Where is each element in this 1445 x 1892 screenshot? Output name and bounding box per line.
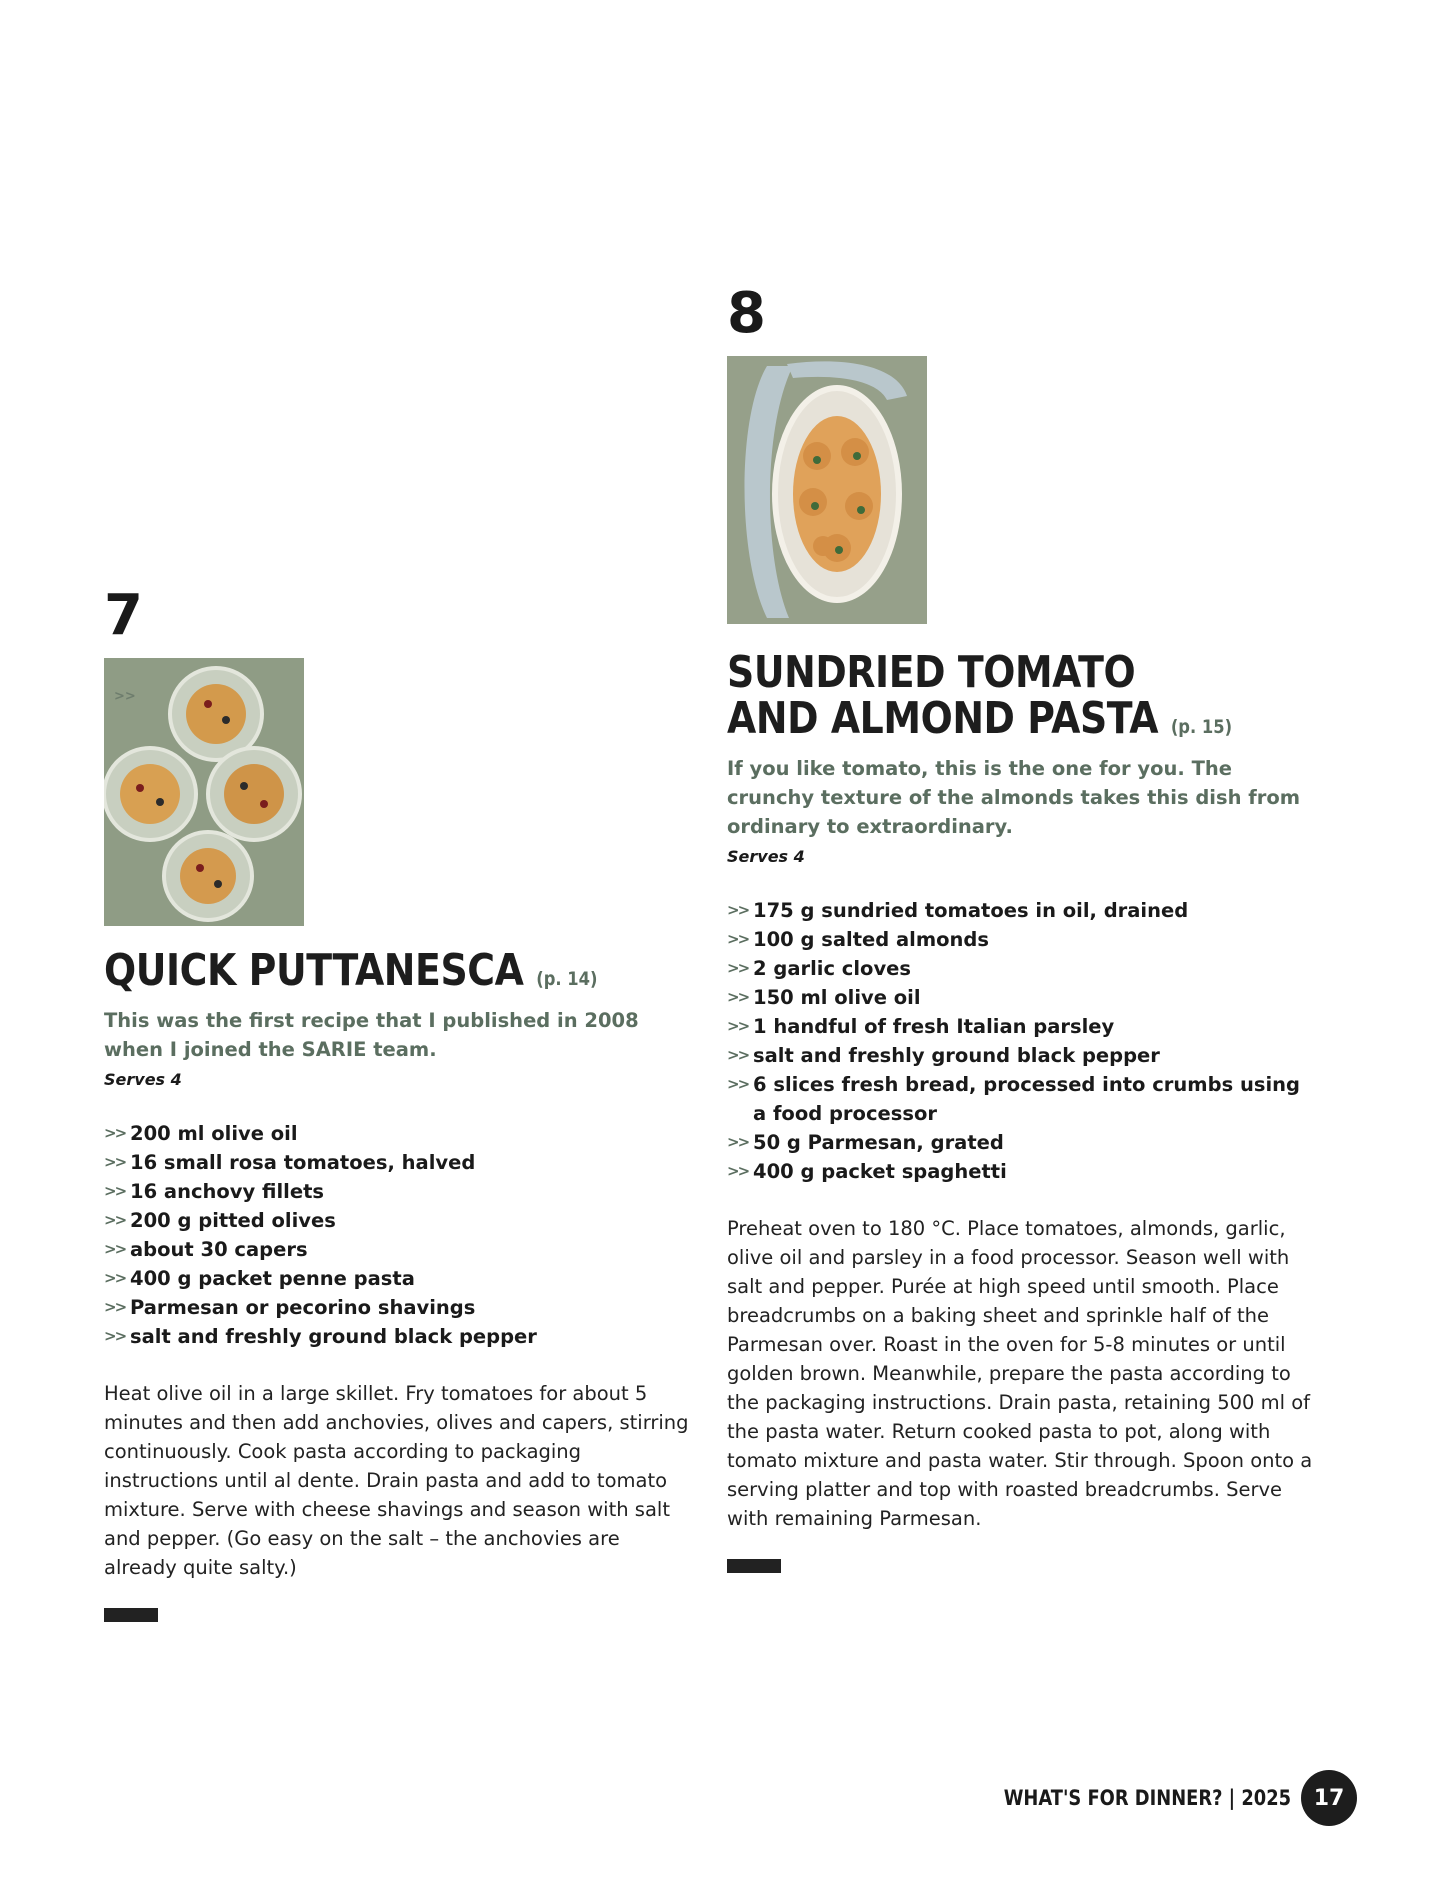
bullet-chevron-icon: >>: [104, 1298, 126, 1316]
page-reference: (p. 14): [536, 968, 598, 990]
recipe-number: 8: [727, 281, 764, 346]
ingredient-item: >> 1 handful of fresh Italian parsley: [727, 1012, 1317, 1041]
ingredient-list: [104, 1119, 704, 1351]
bullet-chevron-icon: >>: [727, 1162, 749, 1180]
recipe-serves: Serves 4: [727, 847, 805, 866]
ingredient-list: [727, 896, 1317, 1186]
ingredient-item: >> salt and freshly ground black pepper: [104, 1322, 704, 1351]
bullet-chevron-icon: >>: [104, 1269, 126, 1287]
bullet-chevron-icon: >>: [727, 930, 749, 948]
ingredient-item: >> 50 g Parmesan, grated: [727, 1128, 1317, 1157]
recipe-method: Heat olive oil in a large skillet. Fry tomatoes for about 5 minutes and then add anchovies, olives and capers, stirring continuously. Cook pasta according to packaging instructions until al dente. Drain pasta and add to tomato mixture. Serve with cheese shavings and season with salt and pepper. (Go easy on the salt – the anchovies are already quite salty.): [104, 1382, 689, 1579]
end-of-recipe-marker: [727, 1559, 781, 1573]
ingredient-item: >> 400 g packet spaghetti: [727, 1157, 1317, 1186]
bullet-chevron-icon: >>: [104, 1327, 126, 1345]
recipe-title-line1: SUNDRIED TOMATO: [727, 647, 1136, 698]
recipe-intro: If you like tomato, this is the one for you. The crunchy texture of the almonds takes this dish from ordinary to extraordinary.: [727, 757, 1301, 838]
bullet-chevron-icon: >>: [727, 988, 749, 1006]
recipe-quick-puttanesca: [104, 583, 704, 1622]
bullet-chevron-icon: >>: [104, 1124, 126, 1142]
ingredient-item: >> Parmesan or pecorino shavings: [104, 1293, 704, 1322]
end-of-recipe-marker: [104, 1608, 158, 1622]
page-number-badge: 17: [1301, 1770, 1357, 1826]
photo-chevron: >>: [114, 689, 136, 704]
ingredient-item: >> 150 ml olive oil: [727, 983, 1317, 1012]
publication-title: WHAT'S FOR DINNER? | 2025: [1003, 1786, 1291, 1810]
ingredient-item: >> 200 ml olive oil: [104, 1119, 704, 1148]
recipe-title: [727, 647, 1243, 750]
bullet-chevron-icon: >>: [727, 901, 749, 919]
recipe-photo-sundried-tomato: [727, 356, 927, 624]
bullet-chevron-icon: >>: [104, 1211, 126, 1229]
pasta-platter-illustration: [727, 356, 927, 624]
bullet-chevron-icon: >>: [104, 1153, 126, 1171]
ingredient-item: >> 100 g salted almonds: [727, 925, 1317, 954]
ingredient-item: >> about 30 capers: [104, 1235, 704, 1264]
recipe-serves: Serves 4: [104, 1070, 182, 1089]
page-footer: [953, 1770, 1357, 1826]
bullet-chevron-icon: >>: [727, 1133, 749, 1151]
recipe-photo-puttanesca: [104, 658, 304, 926]
bullet-chevron-icon: >>: [104, 1182, 126, 1200]
bullet-chevron-icon: >>: [104, 1240, 126, 1258]
page-reference: (p. 15): [1170, 716, 1233, 738]
ingredient-item: >> 6 slices fresh bread, processed into crumbs using a food processor: [727, 1070, 1317, 1128]
ingredient-item: >> 16 small rosa tomatoes, halved: [104, 1148, 704, 1177]
ingredient-item: >> 175 g sundried tomatoes in oil, drained: [727, 896, 1317, 925]
recipe-sundried-tomato-almond-pasta: [727, 281, 1327, 1573]
recipe-intro: This was the first recipe that I published in 2008 when I joined the SARIE team.: [104, 1009, 639, 1061]
ingredient-item: >> 200 g pitted olives: [104, 1206, 704, 1235]
ingredient-item: >> 16 anchovy fillets: [104, 1177, 704, 1206]
bullet-chevron-icon: >>: [727, 1017, 749, 1035]
pasta-bowls-illustration: [104, 658, 304, 926]
ingredient-item: >> salt and freshly ground black pepper: [727, 1041, 1317, 1070]
bullet-chevron-icon: >>: [727, 1046, 749, 1064]
recipe-number: 7: [104, 583, 141, 648]
bullet-chevron-icon: >>: [727, 1075, 749, 1093]
recipe-method: Preheat oven to 180 °C. Place tomatoes, almonds, garlic, olive oil and parsley in a food processor. Season well with salt and pepper. Purée at high speed until smooth. Place breadcrumbs on a baking sheet and sprinkle half of the Parmesan over. Roast in the oven for 5-8 minutes or until golden brown. Meanwhile, prepare the pasta according to the packaging instructions. Drain pasta, retaining 500 ml of the pasta water. Return cooked pasta to pot, along with tomato mixture and pasta water. Stir through. Spoon onto a serving platter and top with roasted breadcrumbs. Serve with remaining Parmesan.: [727, 1217, 1313, 1530]
ingredient-item: >> 2 garlic cloves: [727, 954, 1317, 983]
recipe-title: [104, 945, 620, 1002]
recipe-title-text: QUICK PUTTANESCA: [104, 945, 524, 996]
bullet-chevron-icon: >>: [727, 959, 749, 977]
ingredient-item: >> 400 g packet penne pasta: [104, 1264, 704, 1293]
recipe-title-line2: AND ALMOND PASTA: [727, 693, 1159, 744]
